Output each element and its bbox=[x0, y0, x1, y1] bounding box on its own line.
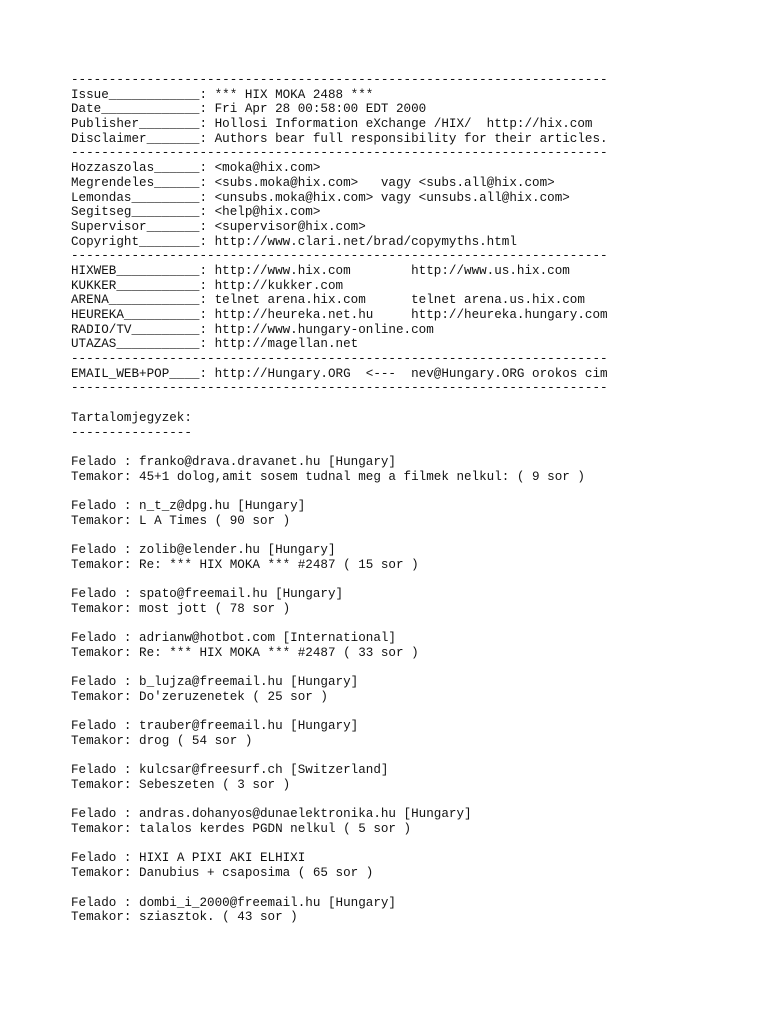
link-row-utazas: UTAZAS___________: http://magellan.net bbox=[71, 337, 359, 352]
toc-list bbox=[71, 440, 731, 925]
field-label: KUKKER___________ bbox=[71, 278, 200, 293]
field-value: <unsubs.moka@hix.com> vagy <unsubs.all@hix.com> bbox=[214, 190, 570, 205]
toc-subject-line bbox=[71, 646, 731, 661]
links-section bbox=[71, 264, 731, 352]
separator-line: ----------------------------------------------------------------------- bbox=[71, 249, 608, 264]
from-label: Felado : bbox=[71, 587, 140, 602]
toc-entry bbox=[71, 484, 731, 528]
from-value: trauber@freemail.hu [Hungary] bbox=[139, 719, 359, 734]
field-value: http://Hungary.ORG <--- nev@Hungary.ORG orokos cim bbox=[214, 366, 608, 381]
from-label: Felado : bbox=[71, 719, 140, 734]
from-label: Felado : bbox=[71, 498, 140, 513]
field-value: Authors bear full responsibility for their articles. bbox=[214, 131, 608, 146]
toc-subject-line bbox=[71, 778, 731, 793]
from-value: adrianw@hotbot.com [International] bbox=[139, 631, 396, 646]
toc-subject-line bbox=[71, 514, 731, 529]
field-value: http://www.hungary-online.com bbox=[214, 322, 434, 337]
toc-subject-line bbox=[71, 558, 731, 573]
toc-entry bbox=[71, 881, 731, 925]
toc-subject-line bbox=[71, 690, 731, 705]
field-value: http://www.hix.com http://www.us.hix.com bbox=[214, 263, 570, 278]
field-label: Supervisor_______ bbox=[71, 219, 200, 234]
contact-row-copyright: Copyright________: http://www.clari.net/brad/copymyths.html bbox=[71, 234, 517, 249]
link-row-heureka: HEUREKA__________: http://heureka.net.hu http://heureka.hungary.com bbox=[71, 308, 608, 322]
subject-label: Temakor: bbox=[71, 778, 140, 792]
toc-subject-line bbox=[71, 470, 731, 485]
toc-from-line bbox=[71, 499, 731, 514]
subject-value: 45+1 dolog,amit sosem tudnal meg a filmek nelkul: ( 9 sor ) bbox=[139, 469, 585, 484]
subject-value: L A Times ( 90 sor ) bbox=[139, 513, 291, 528]
field-label: Segitseg_________ bbox=[71, 205, 200, 220]
contact-row-hozzaszolas: Hozzaszolas______: <moka@hix.com> bbox=[71, 161, 321, 176]
field-label: Issue____________ bbox=[71, 87, 200, 102]
subject-value: Do'zeruzenetek ( 25 sor ) bbox=[139, 689, 328, 704]
field-value: http://kukker.com bbox=[214, 278, 344, 293]
subject-value: Sebeszeten ( 3 sor ) bbox=[139, 778, 291, 792]
field-value: <help@hix.com> bbox=[214, 205, 321, 220]
toc-subject-line bbox=[71, 602, 731, 617]
contact-row-megrendeles: Megrendeles______: <subs.moka@hix.com> vagy <subs.all@hix.com> bbox=[71, 175, 555, 190]
subject-value: Re: *** HIX MOKA *** #2487 ( 33 sor ) bbox=[139, 645, 419, 660]
field-label: HEUREKA__________ bbox=[71, 308, 200, 322]
toc-from-line bbox=[71, 631, 731, 646]
toc-title: Tartalomjegyzek: bbox=[71, 410, 192, 425]
from-label: Felado : bbox=[71, 851, 140, 866]
subject-value: most jott ( 78 sor ) bbox=[139, 601, 291, 616]
email-row: EMAIL_WEB+POP____: http://Hungary.ORG <--- nev@Hungary.ORG orokos cim bbox=[71, 366, 608, 381]
subject-label: Temakor: bbox=[71, 469, 140, 484]
from-value: n_t_z@dpg.hu [Hungary] bbox=[139, 498, 306, 513]
from-label: Felado : bbox=[71, 675, 140, 690]
subject-value: drog ( 54 sor ) bbox=[139, 733, 253, 748]
toc-entry bbox=[71, 528, 731, 572]
field-label: Publisher________ bbox=[71, 117, 200, 132]
from-label: Felado : bbox=[71, 543, 140, 557]
subject-label: Temakor: bbox=[71, 645, 140, 660]
toc-from-line bbox=[71, 807, 731, 822]
from-label: Felado : bbox=[71, 763, 140, 778]
field-label: Date_____________ bbox=[71, 102, 200, 117]
from-value: andras.dohanyos@dunaelektronika.hu [Hungary] bbox=[139, 807, 472, 822]
separator-line: ----------------------------------------------------------------------- bbox=[71, 352, 608, 367]
toc-entry bbox=[71, 837, 731, 881]
toc-subject-line bbox=[71, 910, 731, 925]
contact-row-lemondas: Lemondas_________: <unsubs.moka@hix.com> vagy <unsubs.all@hix.com> bbox=[71, 190, 570, 205]
digest-document bbox=[71, 73, 731, 925]
subject-value: talalos kerdes PGDN nelkul ( 5 sor ) bbox=[139, 822, 412, 837]
contact-row-segitseg: Segitseg_________: <help@hix.com> bbox=[71, 205, 321, 220]
toc-from-line bbox=[71, 675, 731, 690]
header-row-issue: Issue____________: *** HIX MOKA 2488 *** bbox=[71, 87, 374, 102]
field-label: Disclaimer_______ bbox=[71, 131, 200, 146]
toc-entry bbox=[71, 749, 731, 793]
subject-value: Danubius + csaposima ( 65 sor ) bbox=[139, 866, 374, 881]
field-value: Fri Apr 28 00:58:00 EDT 2000 bbox=[214, 102, 427, 117]
subject-label: Temakor: bbox=[71, 733, 140, 748]
toc-subject-line bbox=[71, 734, 731, 749]
subject-label: Temakor: bbox=[71, 601, 140, 616]
field-label: ARENA____________ bbox=[71, 293, 200, 308]
subject-label: Temakor: bbox=[71, 689, 140, 704]
link-row-hixweb: HIXWEB___________: http://www.hix.com http://www.us.hix.com bbox=[71, 263, 570, 278]
field-label: RADIO/TV_________ bbox=[71, 322, 200, 337]
field-label: UTAZAS___________ bbox=[71, 337, 200, 352]
toc-from-line bbox=[71, 455, 731, 470]
digest-header bbox=[71, 88, 731, 147]
from-label: Felado : bbox=[71, 807, 140, 822]
field-value: *** HIX MOKA 2488 *** bbox=[214, 87, 374, 102]
separator-line: ----------------------------------------------------------------------- bbox=[71, 381, 608, 396]
from-label: Felado : bbox=[71, 895, 140, 910]
subject-label: Temakor: bbox=[71, 513, 140, 528]
separator-line: ----------------------------------------------------------------------- bbox=[71, 73, 608, 87]
toc-entry bbox=[71, 572, 731, 616]
contact-row-supervisor: Supervisor_______: <supervisor@hix.com> bbox=[71, 219, 366, 234]
field-label: Copyright________ bbox=[71, 234, 200, 249]
field-value: Hollosi Information eXchange /HIX/ http://hix.com bbox=[214, 117, 593, 132]
link-row-radio-tv: RADIO/TV_________: http://www.hungary-online.com bbox=[71, 322, 434, 337]
from-value: HIXI A PIXI AKI ELHIXI bbox=[139, 851, 306, 866]
field-label: Megrendeles______ bbox=[71, 175, 200, 190]
toc-subject-line bbox=[71, 822, 731, 837]
subject-value: Re: *** HIX MOKA *** #2487 ( 15 sor ) bbox=[139, 557, 419, 572]
from-label: Felado : bbox=[71, 454, 140, 469]
toc-entry bbox=[71, 793, 731, 837]
field-value: <supervisor@hix.com> bbox=[214, 219, 366, 234]
field-label: Lemondas_________ bbox=[71, 190, 200, 205]
field-label: Hozzaszolas______ bbox=[71, 161, 200, 176]
field-value: http://www.clari.net/brad/copymyths.html bbox=[214, 234, 517, 249]
from-value: spato@freemail.hu [Hungary] bbox=[139, 587, 344, 602]
toc-entry bbox=[71, 705, 731, 749]
subject-value: sziasztok. ( 43 sor ) bbox=[139, 910, 298, 925]
field-value: http://magellan.net bbox=[214, 337, 359, 352]
from-value: kulcsar@freesurf.ch [Switzerland] bbox=[139, 763, 389, 778]
toc-underline: ---------------- bbox=[71, 425, 192, 440]
toc-from-line bbox=[71, 763, 731, 778]
subject-label: Temakor: bbox=[71, 866, 140, 881]
toc-from-line bbox=[71, 851, 731, 866]
header-row-date: Date_____________: Fri Apr 28 00:58:00 EDT 2000 bbox=[71, 102, 427, 117]
toc-entry bbox=[71, 440, 731, 484]
field-label: EMAIL_WEB+POP____ bbox=[71, 366, 200, 381]
toc-from-line bbox=[71, 896, 731, 911]
from-label: Felado : bbox=[71, 631, 140, 646]
field-label: HIXWEB___________ bbox=[71, 263, 200, 278]
toc-subject-line bbox=[71, 866, 731, 881]
toc-entry bbox=[71, 661, 731, 705]
field-value: <moka@hix.com> bbox=[214, 161, 321, 176]
toc-from-line bbox=[71, 587, 731, 602]
from-value: zolib@elender.hu [Hungary] bbox=[139, 543, 336, 557]
header-row-publisher: Publisher________: Hollosi Information eXchange /HIX/ http://hix.com bbox=[71, 117, 593, 132]
link-row-kukker: KUKKER___________: http://kukker.com bbox=[71, 278, 344, 293]
contact-section bbox=[71, 161, 731, 249]
header-row-disclaimer: Disclaimer_______: Authors bear full responsibility for their articles. bbox=[71, 131, 608, 146]
subject-label: Temakor: bbox=[71, 822, 140, 837]
link-row-arena: ARENA____________: telnet arena.hix.com telnet arena.us.hix.com bbox=[71, 293, 585, 308]
from-value: dombi_i_2000@freemail.hu [Hungary] bbox=[139, 895, 396, 910]
toc-entry bbox=[71, 616, 731, 660]
subject-label: Temakor: bbox=[71, 910, 140, 925]
field-value: http://heureka.net.hu http://heureka.hungary.com bbox=[214, 308, 608, 322]
from-value: franko@drava.dravanet.hu [Hungary] bbox=[139, 454, 396, 469]
from-value: b_lujza@freemail.hu [Hungary] bbox=[139, 675, 359, 690]
toc-from-line bbox=[71, 719, 731, 734]
field-value: telnet arena.hix.com telnet arena.us.hix.com bbox=[214, 293, 585, 308]
subject-label: Temakor: bbox=[71, 557, 140, 572]
separator-line: ----------------------------------------------------------------------- bbox=[71, 146, 608, 161]
field-value: <subs.moka@hix.com> vagy <subs.all@hix.com> bbox=[214, 175, 555, 190]
toc-from-line bbox=[71, 543, 731, 558]
